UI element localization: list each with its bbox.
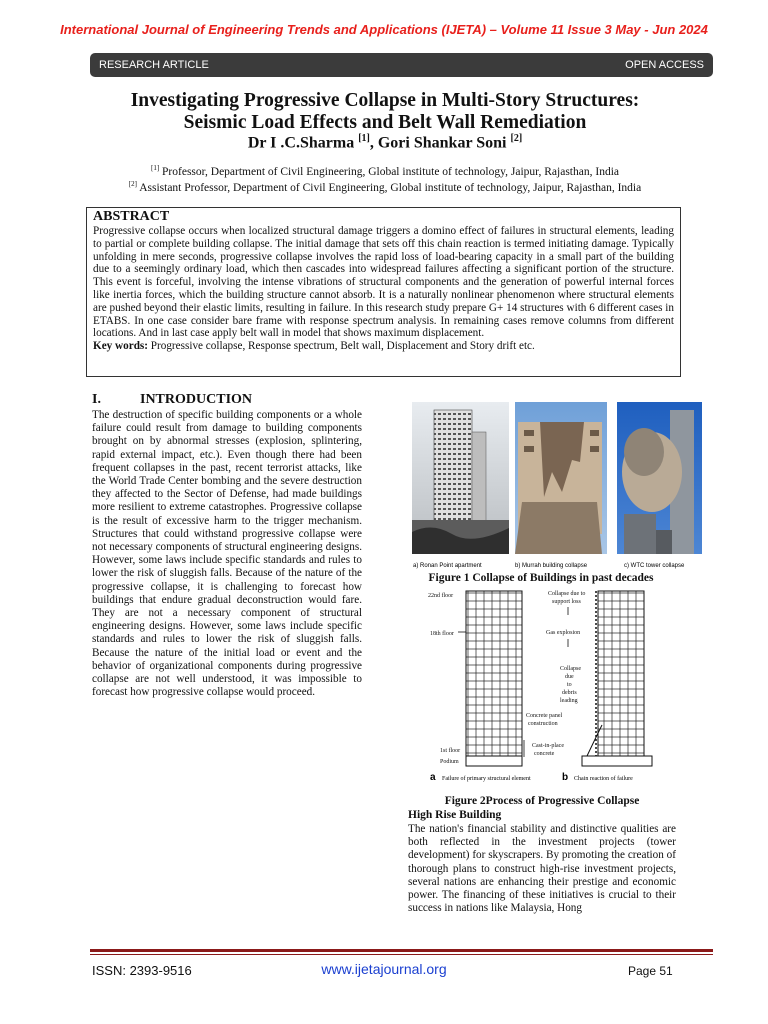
label-1st-floor: 1st floor: [440, 748, 461, 754]
affiliation-2-ref: [2]: [128, 180, 137, 188]
photo-label-a: a) Ronan Point apartment: [413, 563, 482, 569]
author-list: [60, 133, 710, 152]
high-rise-body: The nation's financial stability and distinctive qualities are both reflected in the investment projects (tower development) for skyscrapers. By promoting the creation of thorough plans to construct high-rise investment projects, several nations are enhancing their prestige and economic power. The financing of these initiatives is crucial to their success in nations like Malaysia, Hong: [408, 823, 676, 915]
photo-label-b: b) Murrah building collapse: [515, 563, 588, 569]
figure-1-caption: Figure 1 Collapse of Buildings in past decades: [428, 572, 654, 584]
label-concrete-panel-2: construction: [528, 721, 558, 727]
label-18th-floor: 18th floor: [430, 631, 454, 637]
footer-journal-link[interactable]: www.ijetajournal.org: [321, 961, 447, 977]
label-cast-2: concrete: [534, 751, 555, 757]
keywords-label: Key words:: [93, 340, 148, 353]
label-gas-explosion: Gas explosion: [546, 630, 581, 636]
keywords-text: Progressive collapse, Response spectrum, Belt wall, Displacement and Story drift etc.: [148, 340, 535, 353]
footer-divider-thin: [90, 954, 713, 955]
section-title: INTRODUCTION: [140, 392, 253, 407]
footer-divider: [90, 949, 713, 952]
affiliation-2-text: Assistant Professor, Department of Civil Engineering, Global institute of technology, Jaipur, Rajasthan, India: [139, 181, 642, 194]
label-podium: Podium: [440, 759, 459, 765]
affiliation-1-ref: [1]: [150, 164, 160, 172]
open-access-label: OPEN ACCESS: [625, 59, 704, 71]
author-1: Dr I .C.Sharma: [247, 134, 355, 152]
section-heading-introduction: [92, 392, 252, 408]
affiliation-1-text: Professor, Department of Civil Engineering, Global institute of technology, Jaipur, Rajasthan, India: [162, 165, 619, 178]
label-cast-1: Cast-in-place: [532, 743, 564, 749]
author-2: Gori Shankar Soni: [377, 134, 507, 152]
journal-header: International Journal of Engineering Trends and Applications (IJETA) – Volume 11 Issue 3 May - Jun 2024: [60, 22, 708, 37]
building-b-grid: [598, 591, 644, 756]
abstract-heading: ABSTRACT: [93, 209, 170, 224]
label-debris-2: due: [565, 674, 574, 680]
label-debris-5: leading: [560, 698, 578, 704]
building-a-grid: [466, 591, 522, 756]
affiliation-1: [60, 164, 710, 178]
label-collapse-support-1: Collapse due to: [548, 591, 586, 597]
footer-issn: ISSN: 2393-9516: [92, 963, 192, 978]
panel-b-letter: b: [562, 772, 569, 783]
author-separator: ,: [369, 134, 378, 152]
title-line-2: Seismic Load Effects and Belt Wall Remediation: [183, 112, 587, 133]
label-debris-4: debris: [562, 690, 577, 696]
author-2-ref: [2]: [510, 133, 523, 144]
keywords: [93, 340, 674, 353]
label-debris-3: to: [567, 682, 572, 688]
subheading-high-rise: High Rise Building: [408, 809, 502, 821]
author-1-ref: [1]: [358, 133, 370, 144]
article-type-label: RESEARCH ARTICLE: [99, 59, 209, 71]
label-collapse-support-2: support loss: [552, 599, 581, 605]
section-number: I.: [92, 392, 101, 407]
figure-2-diagram: [412, 585, 682, 785]
article-type-bar: [90, 53, 713, 77]
figure-2-caption: Figure 2Process of Progressive Collapse: [444, 795, 640, 807]
label-concrete-panel-1: Concrete panel: [526, 713, 563, 719]
panel-a-label: Failure of primary structural element: [442, 776, 531, 782]
affiliation-2: [60, 180, 710, 194]
footer-page-number: Page 51: [628, 964, 673, 978]
panel-b-label: Chain reaction of failure: [574, 776, 633, 782]
label-22nd-floor: 22nd floor: [428, 593, 454, 599]
abstract-box: [86, 207, 681, 377]
figure-1-photos: [412, 402, 702, 574]
title-line-1: Investigating Progressive Collapse in Multi-Story Structures:: [130, 90, 640, 111]
panel-a-letter: a: [430, 772, 436, 783]
photo-label-c: c) WTC tower collapse: [624, 563, 685, 569]
paper-title: [60, 90, 710, 134]
introduction-body: The destruction of specific building components or a whole failure could result from damage to building components brought on by abnormal stresses (explosion, splintering, rapid external impact, etc.). Even though there had been frequent collapses in the past, recent terrorist attacks, like the World Trade Center bombing and the severe destruction they affected to the Sector of Defense, had made buildings more resilient to extreme catastrophes. Progressive collapse is the result of excessive harm to the trigger mechanism. Structures that could withstand progressive collapse were not necessary components of structural engineering designs. However, some laws include specific standards and rules to lower the risk of sluggish falls. Because of the nature of the progressive collapse, it is challenging to forecast how buildings that endure gradual deconstruction would fare. They are not a necessary component of structural engineering designs. However, some laws include specific standards and rules to lower the risk of sluggish falls. Because the nature of the initial load or event and the behavior of organizational components during progressive collapse are not well understood, it was impossible to forecast how progressive collapse would proceed.: [92, 409, 362, 699]
abstract-text: Progressive collapse occurs when localized structural damage triggers a domino effect of failures in structural elements, leading to partial or complete building collapse. The initial damage that sets off this chain reaction is termed initiating damage. Typically unfolding in mere seconds, progressive collapse involves the rapid loss of load-bearing capacity in a small part of the building due to a seemingly ordinary load, which then cascades into widespread failures affecting a significant portion of the structure. This event is forceful, involving the intense vibrations of structural components and the generation of powerful internal forces like inertia forces, which the building structure cannot absorb. It is a naturally nonlinear phenomenon where structural elements are pushed beyond their elastic limits, resulting in failure. In this research study prepare G+ 14 structures with 6 different cases in ETABS. In one case consider bare frame with response spectrum analysis. In remaining cases remove columns from different locations. And in last case apply belt wall in model that shows maximum displacement.: [93, 225, 674, 340]
label-debris-1: Collapse: [560, 666, 581, 672]
